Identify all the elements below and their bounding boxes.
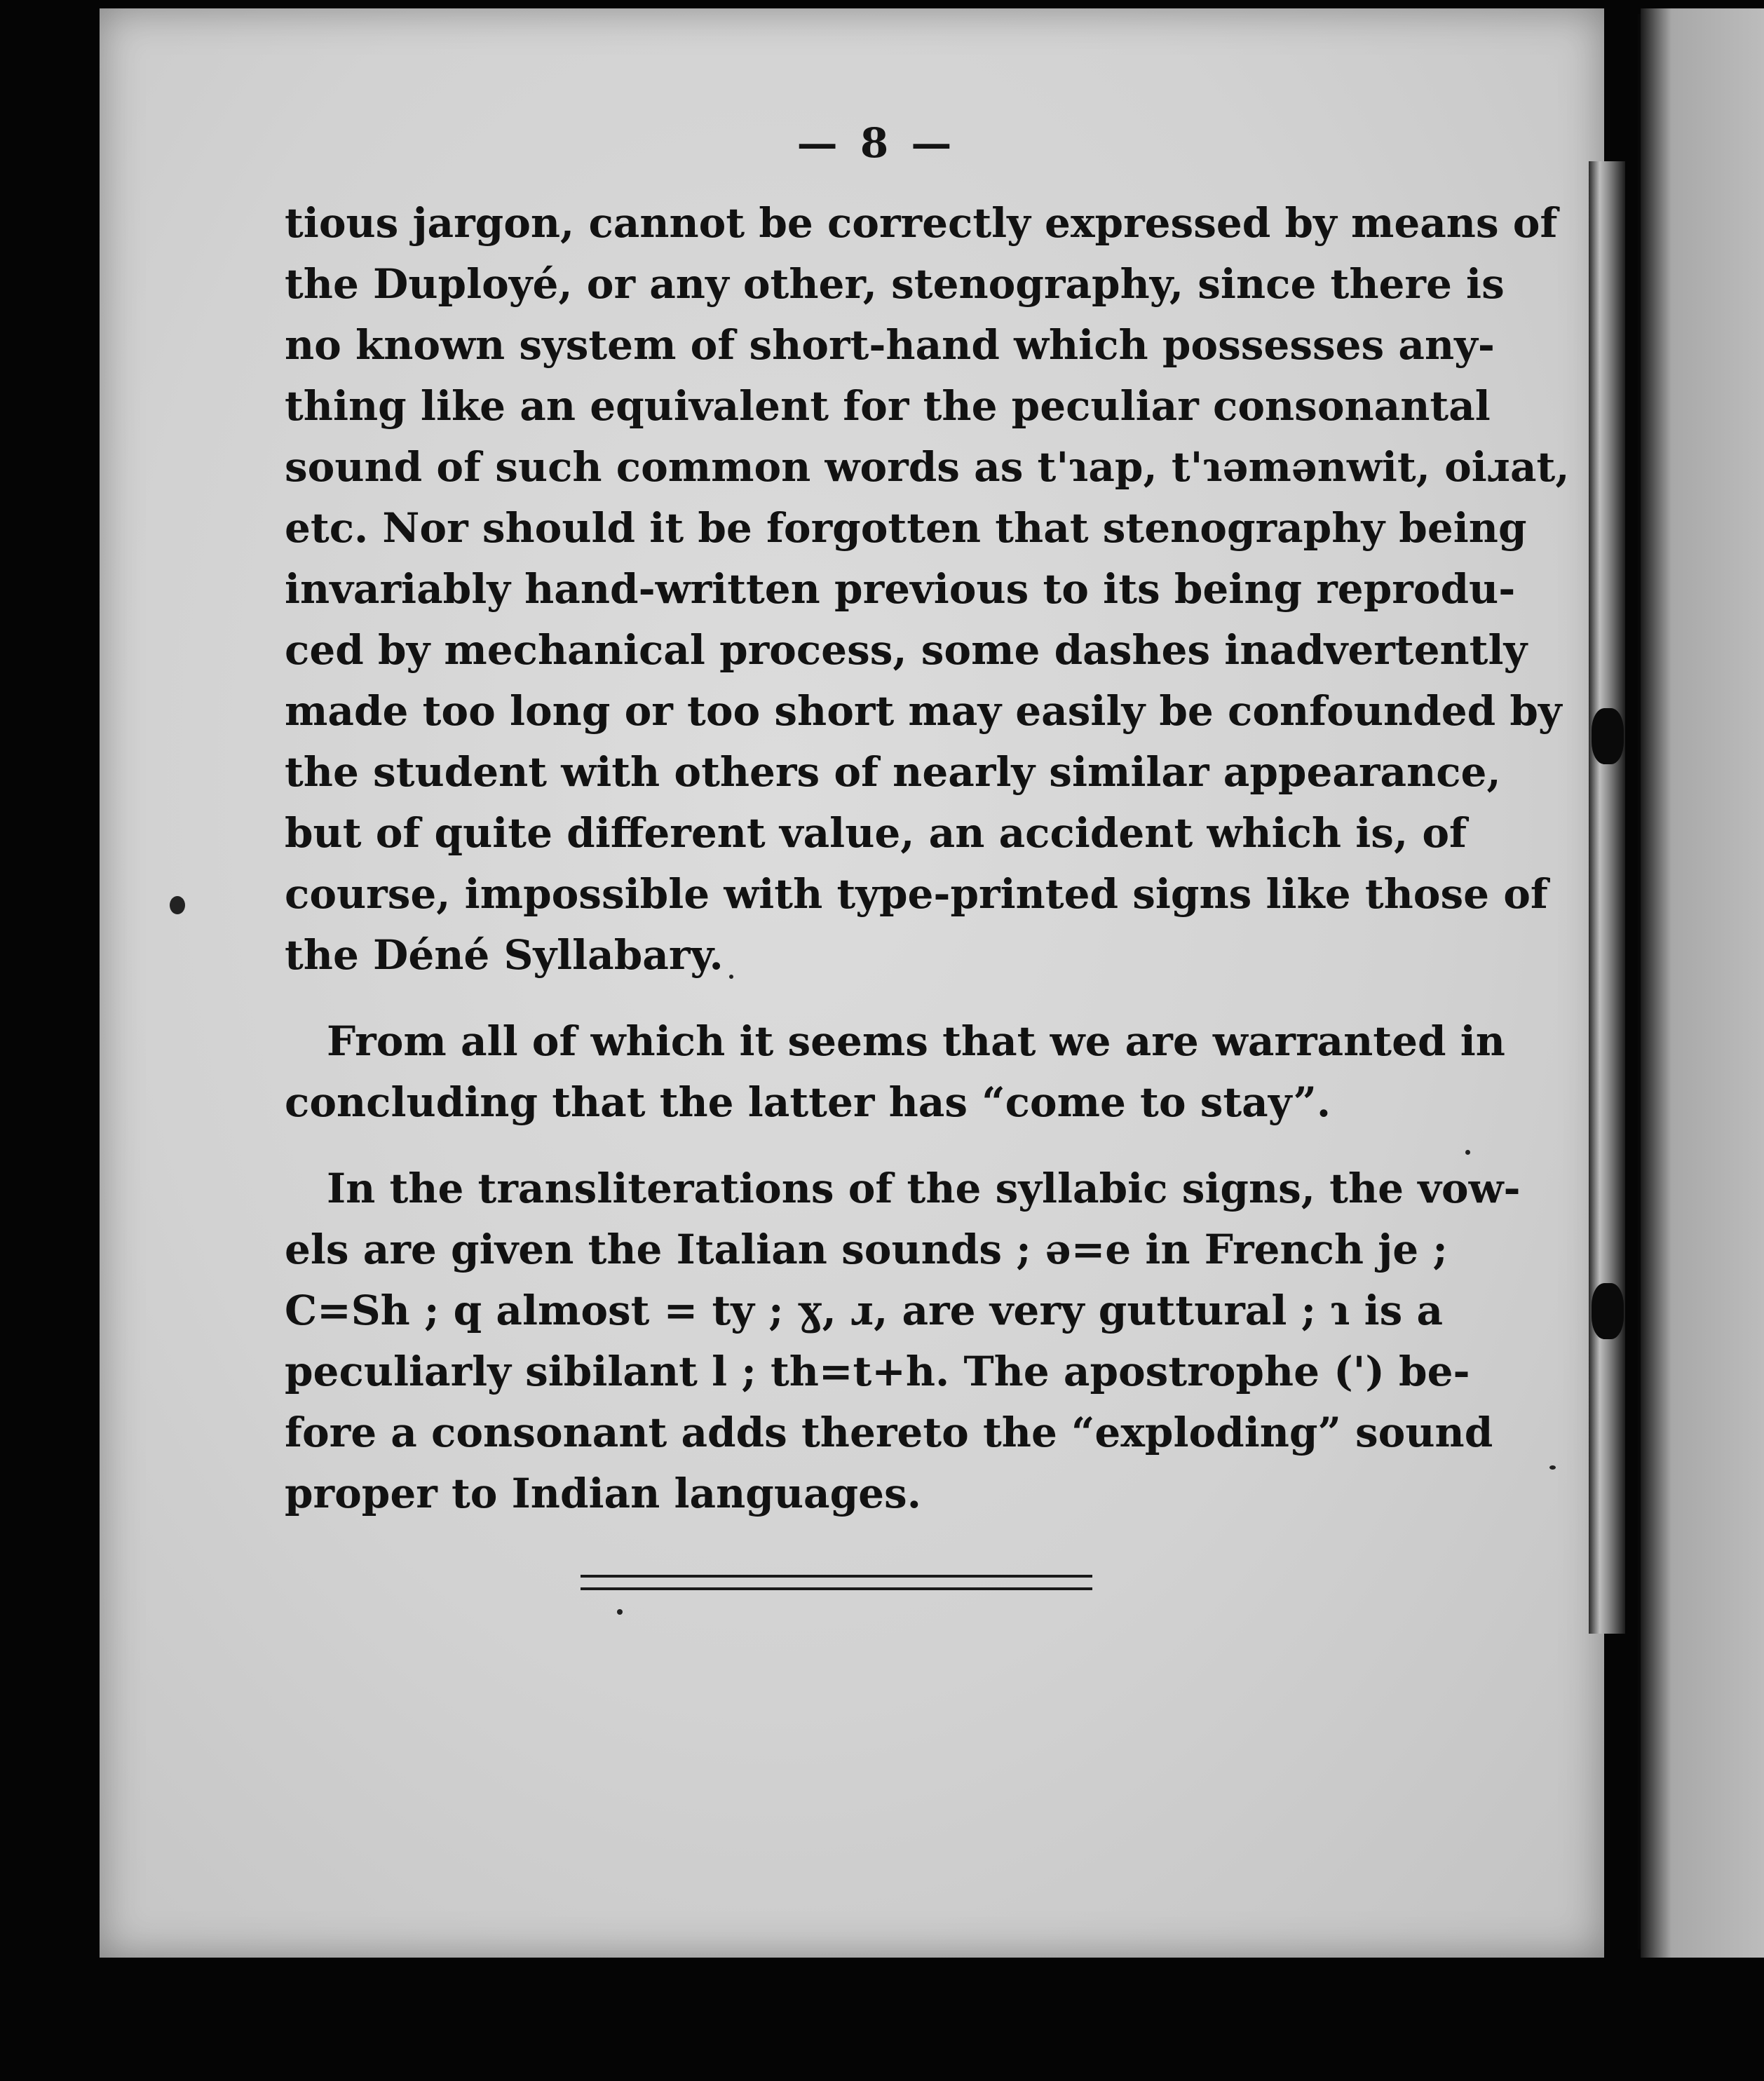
text-line: fore a consonant adds thereto the “exploding” sound <box>285 1409 1493 1456</box>
text-line: peculiarly sibilant l ; th=t+h. The apostrophe (') be- <box>285 1348 1470 1395</box>
text-line: but of quite different value, an accident which is, of <box>285 809 1467 857</box>
text-line: concluding that the latter has “come to stay”. <box>285 1078 1331 1126</box>
binding-stitch-2 <box>1592 1283 1624 1339</box>
text-line: made too long or too short may easily be confounded by <box>285 687 1562 735</box>
page-binding <box>1589 161 1625 1634</box>
facing-page-edge <box>1641 8 1764 1958</box>
text-line: sound of such common words as t'ɿap, t'ɿəmənwit, oiɹat, <box>285 443 1570 491</box>
text-line: course, impossible with type-printed signs like those of <box>285 870 1548 918</box>
paragraph-3 <box>285 1158 1521 1524</box>
text-line: the Duployé, or any other, stenography, since there is <box>285 260 1505 308</box>
text-line: From all of which it seems that we are warranted in <box>327 1017 1505 1065</box>
binding-stitch-1 <box>1592 708 1624 764</box>
text-line: etc. Nor should it be forgotten that stenography being <box>285 504 1527 552</box>
text-line: els are given the Italian sounds ; ə=e in French je ; <box>285 1226 1448 1273</box>
end-rule-divider <box>581 1575 1092 1590</box>
text-line: thing like an equivalent for the peculiar consonantal <box>285 382 1491 430</box>
paragraph-1 <box>285 193 1570 986</box>
text-line: invariably hand-written previous to its being reprodu- <box>285 565 1516 613</box>
body-text <box>285 193 1570 1524</box>
text-line: the Déné Syllabary. <box>285 931 724 979</box>
paragraph-2 <box>285 1011 1505 1133</box>
text-line: the student with others of nearly similar appearance, <box>285 748 1501 796</box>
text-line: no known system of short-hand which possesses any- <box>285 321 1495 369</box>
text-line: C=Sh ; q almost = ty ; ɣ, ɹ, are very guttural ; ɿ is a <box>285 1287 1444 1334</box>
text-line: tious jargon, cannot be correctly expressed by means of <box>285 199 1558 247</box>
text-line: proper to Indian languages. <box>285 1470 921 1517</box>
page-number: — 8 — <box>796 119 956 167</box>
text-line: ced by mechanical process, some dashes inadvertently <box>285 626 1528 674</box>
text-line: In the transliterations of the syllabic signs, the vow- <box>327 1165 1521 1212</box>
